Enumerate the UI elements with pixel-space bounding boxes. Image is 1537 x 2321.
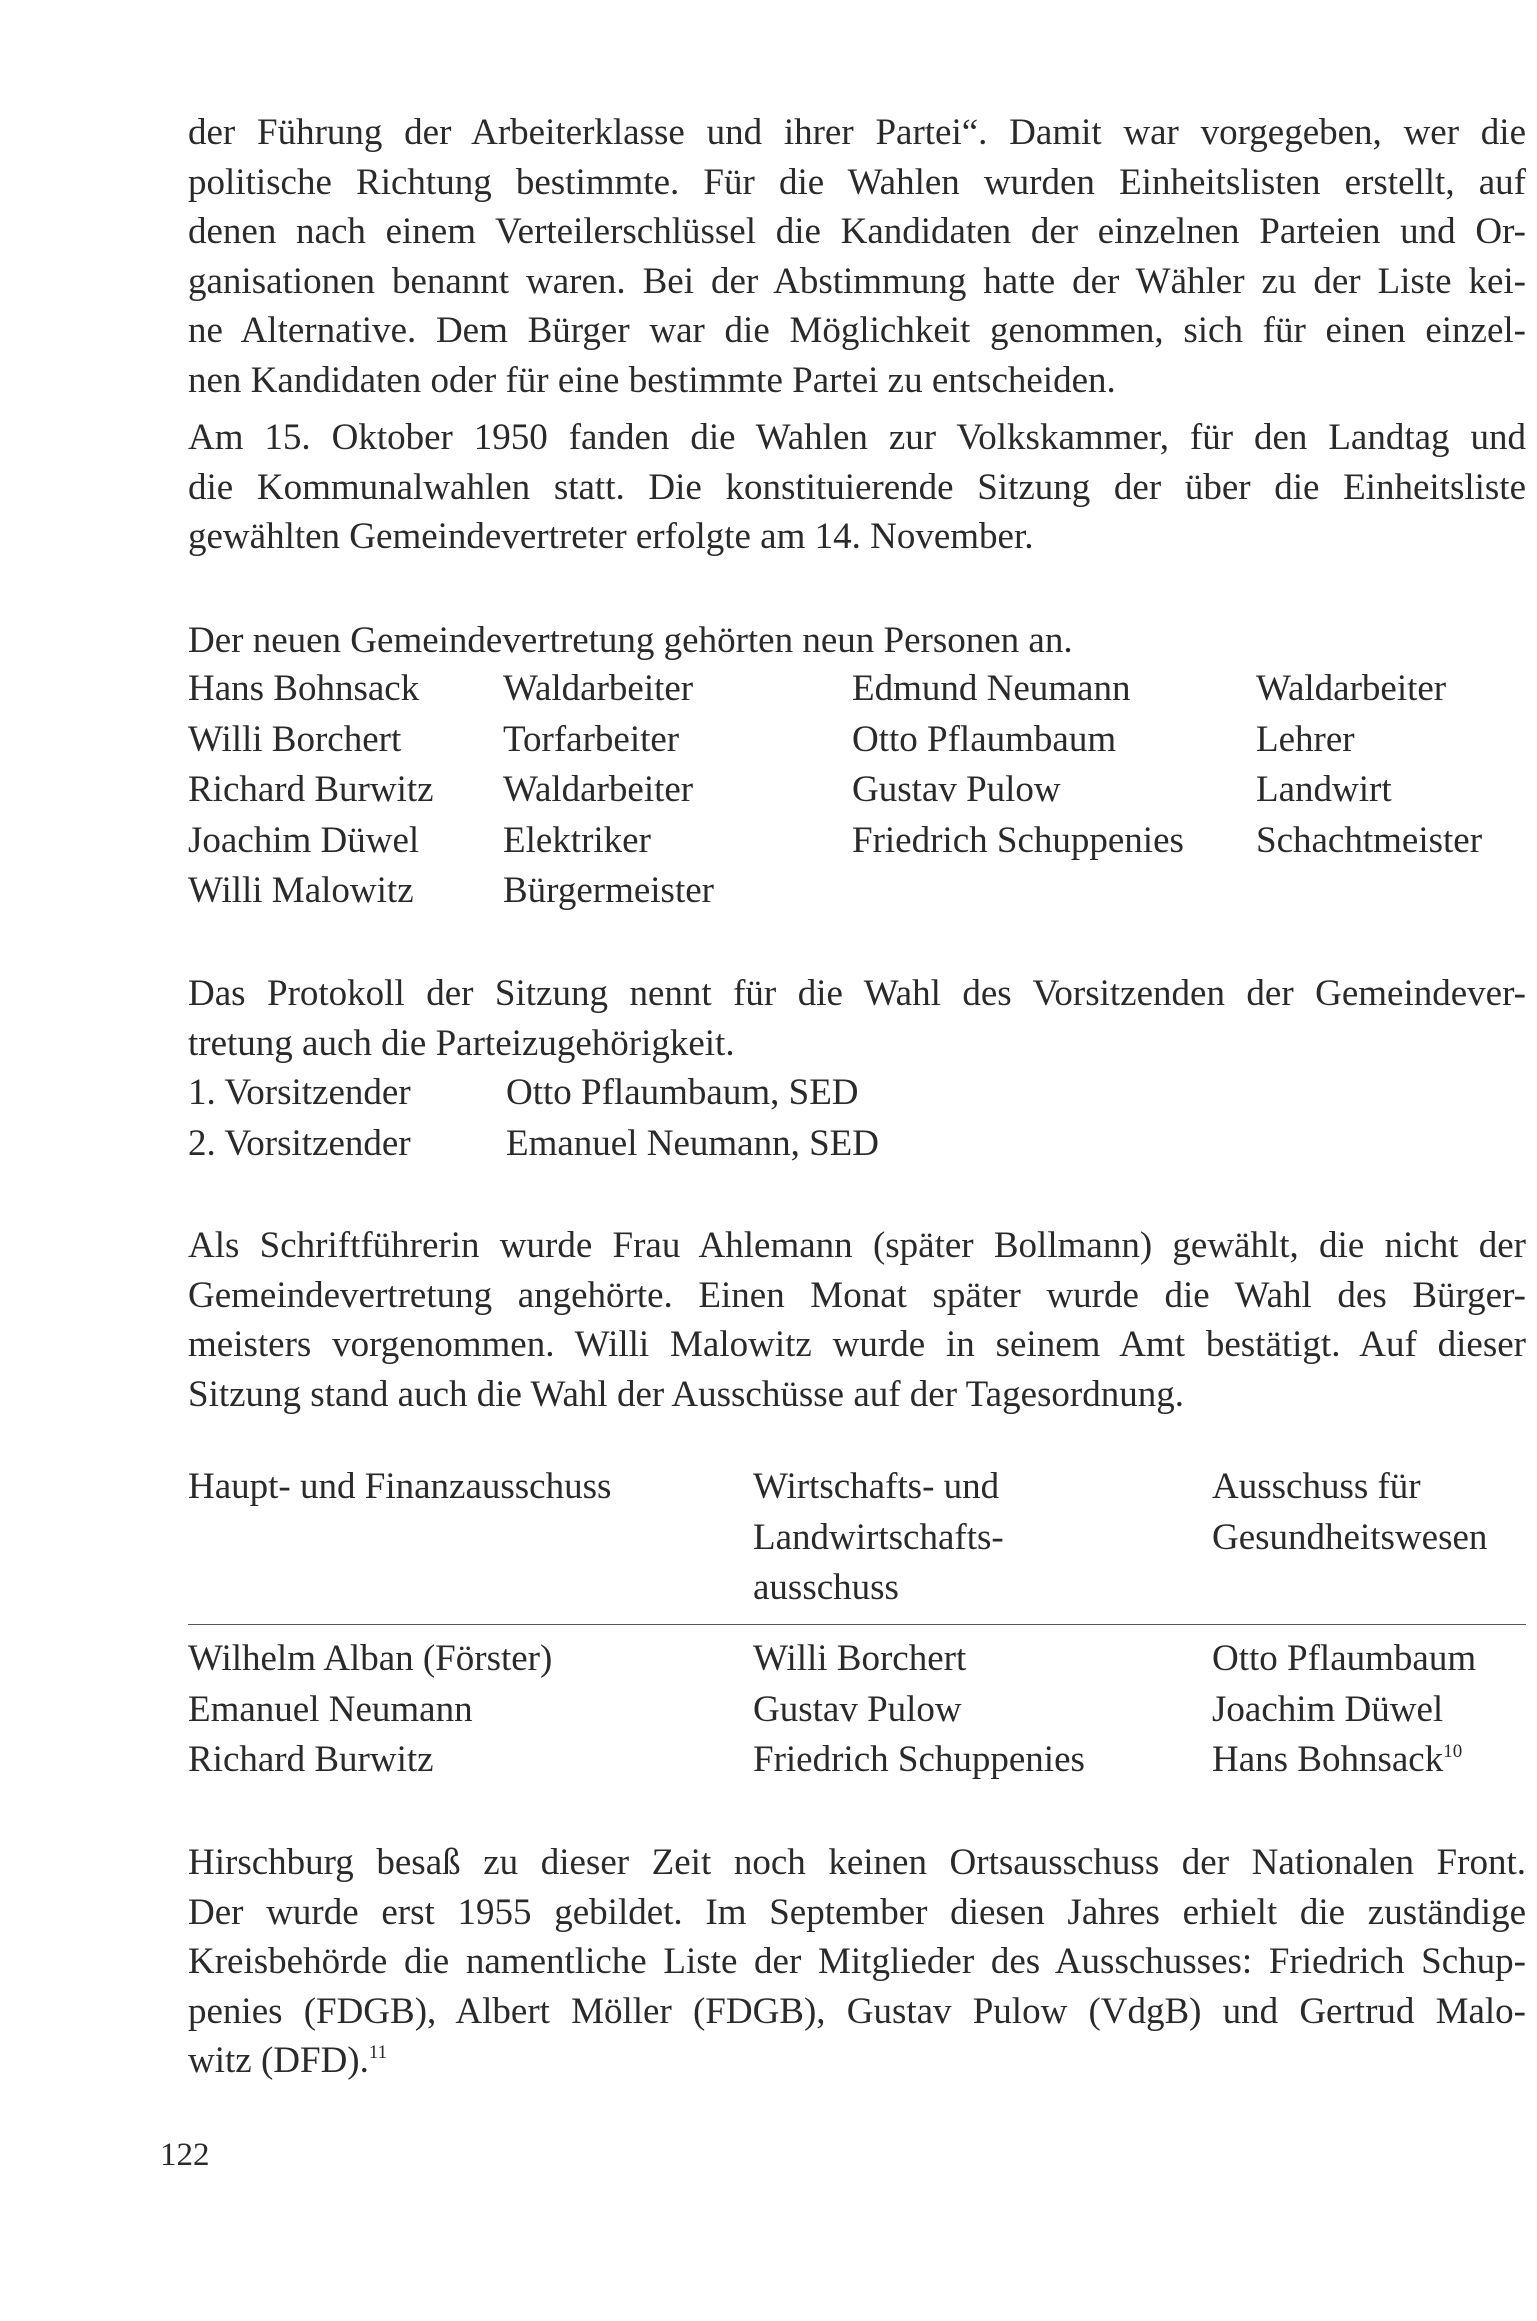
member-name: Edmund Neumann [852, 668, 1131, 709]
text-line: Als Schriftführerin wurde Frau Ahlemann (später Bollmann) gewählt, die nicht der [188, 1225, 1526, 1266]
text-line: Das Protokoll der Sitzung nennt für die Wahl des Vorsitzenden der Gemeindever- [188, 973, 1526, 1014]
paragraph-4 [188, 1221, 1526, 1419]
chair-role: 1. Vorsitzender [188, 1072, 411, 1113]
council-intro [188, 616, 1526, 666]
member-occupation: Landwirt [1256, 769, 1392, 810]
committees-table [188, 1462, 1526, 1780]
text-line: penies (FDGB), Albert Möller (FDGB), Gustav Pulow (VdgB) und Gertrud Malo- [188, 1990, 1526, 2032]
table-cell: Wilhelm Alban (Förster) [188, 1638, 553, 1679]
member-name: Friedrich Schuppenies [852, 819, 1184, 861]
member-occupation: Bürgermeister [503, 870, 714, 911]
text-line: ne Alternative. Dem Bürger war die Möglichkeit genommen, sich für einen einzel- [188, 310, 1526, 351]
table-row [188, 1735, 1526, 1786]
text-line: Der wurde erst 1955 gebildet. Im September diesen Jahres erhielt die zuständige [188, 1891, 1526, 1933]
header-line: Landwirtschafts- [753, 1516, 1004, 1558]
text-line: meisters vorgenommen. Willi Malowitz wurde in seinem Amt bestätigt. Auf dieser [188, 1324, 1526, 1365]
committees-body [188, 1634, 1526, 1786]
text-line: denen nach einem Verteilerschlüssel die Kandidaten der einzelnen Parteien und Or- [188, 211, 1526, 252]
text-line: Der neuen Gemeindevertretung gehörten neun Personen an. [188, 620, 1073, 661]
header-line: Wirtschafts- und [753, 1466, 1000, 1507]
chair-person: Emanuel Neumann, SED [506, 1122, 879, 1164]
footnote-marker: 10 [1443, 1741, 1463, 1762]
member-occupation: Waldarbeiter [1256, 668, 1447, 709]
text-line: Hirschburg besaß zu dieser Zeit noch keinen Ortsausschuss der Nationalen Front. [188, 1842, 1526, 1883]
text-line: Am 15. Oktober 1950 fanden die Wahlen zur Volkskammer, für den Landtag und [188, 417, 1526, 458]
committee-header-health [1212, 1462, 1487, 1563]
text-line: Gemeindevertretung angehörte. Einen Monat später wurde die Wahl des Bürger- [188, 1274, 1526, 1316]
table-row [188, 1685, 1526, 1736]
table-row [188, 1634, 1526, 1685]
text-line: politische Richtung bestimmte. Für die Wahlen wurden Einheitslisten erstellt, auf [188, 161, 1526, 203]
paragraph-2 [188, 413, 1526, 562]
table-cell: Willi Borchert [753, 1638, 967, 1679]
chair-role: 2. Vorsitzender [188, 1122, 411, 1164]
member-name: Otto Pflaumbaum [852, 718, 1117, 760]
text-line: die Kommunalwahlen statt. Die konstituierende Sitzung der über die Einheitsliste [188, 466, 1526, 508]
table-cell: Gustav Pulow [753, 1688, 962, 1730]
text-line [188, 2036, 1526, 2086]
table-cell: Friedrich Schuppenies [753, 1739, 1085, 1780]
member-name: Willi Borchert [188, 718, 402, 760]
paragraph-3 [188, 969, 1526, 1068]
member-occupation: Lehrer [1256, 718, 1355, 760]
header-line: Haupt- und Finanzausschuss [188, 1466, 612, 1507]
paragraph-5 [188, 1838, 1526, 2086]
header-line: Gesundheitswesen [1212, 1516, 1488, 1558]
header-line: Ausschuss für [1212, 1466, 1421, 1507]
member-name: Willi Malowitz [188, 870, 414, 911]
text-line: ganisationen benannt waren. Bei der Abstimmung hatte der Wähler zu der Liste kei- [188, 260, 1526, 302]
table-cell: Otto Pflaumbaum [1212, 1638, 1477, 1679]
table-cell: Richard Burwitz [188, 1739, 434, 1780]
footnote-marker: 11 [368, 2042, 388, 2063]
committee-header-economy [753, 1462, 1004, 1614]
text-line: Sitzung stand auch die Wahl der Ausschüsse auf der Tagesordnung. [188, 1373, 1184, 1415]
member-occupation: Elektriker [503, 819, 651, 861]
text-line-content: witz (DFD). [188, 2040, 369, 2081]
text-line: nen Kandidaten oder für eine bestimmte Partei zu entscheiden. [188, 359, 1116, 401]
member-name: Gustav Pulow [852, 769, 1061, 810]
table-cell-text: Hans Bohnsack [1212, 1739, 1444, 1780]
member-name: Richard Burwitz [188, 769, 434, 810]
member-occupation: Waldarbeiter [503, 769, 694, 810]
text-line: gewählten Gemeindevertreter erfolgte am 14. November. [188, 516, 1034, 557]
table-cell [1212, 1735, 1462, 1786]
committee-header-finance [188, 1462, 611, 1513]
member-occupation: Waldarbeiter [503, 668, 694, 709]
table-cell: Joachim Düwel [1212, 1688, 1444, 1730]
member-occupation: Schachtmeister [1256, 819, 1483, 861]
text-line: Kreisbehörde die namentliche Liste der Mitglieder des Ausschusses: Friedrich Schup- [188, 1941, 1526, 1982]
table-cell: Emanuel Neumann [188, 1688, 473, 1730]
text-line: tretung auch die Parteizugehörigkeit. [188, 1022, 735, 1064]
page-number: 122 [160, 2137, 210, 2173]
paragraph-1 [188, 108, 1526, 405]
member-occupation: Torfarbeiter [503, 718, 680, 760]
chair-person: Otto Pflaumbaum, SED [506, 1072, 859, 1113]
table-divider [188, 1624, 1526, 1625]
committees-header [188, 1462, 1526, 1614]
member-name: Hans Bohnsack [188, 668, 420, 709]
text-line: der Führung der Arbeiterklasse und ihrer Partei“. Damit war vorgegeben, wer die [188, 112, 1526, 153]
header-line: ausschuss [753, 1567, 899, 1608]
member-name: Joachim Düwel [188, 819, 420, 861]
